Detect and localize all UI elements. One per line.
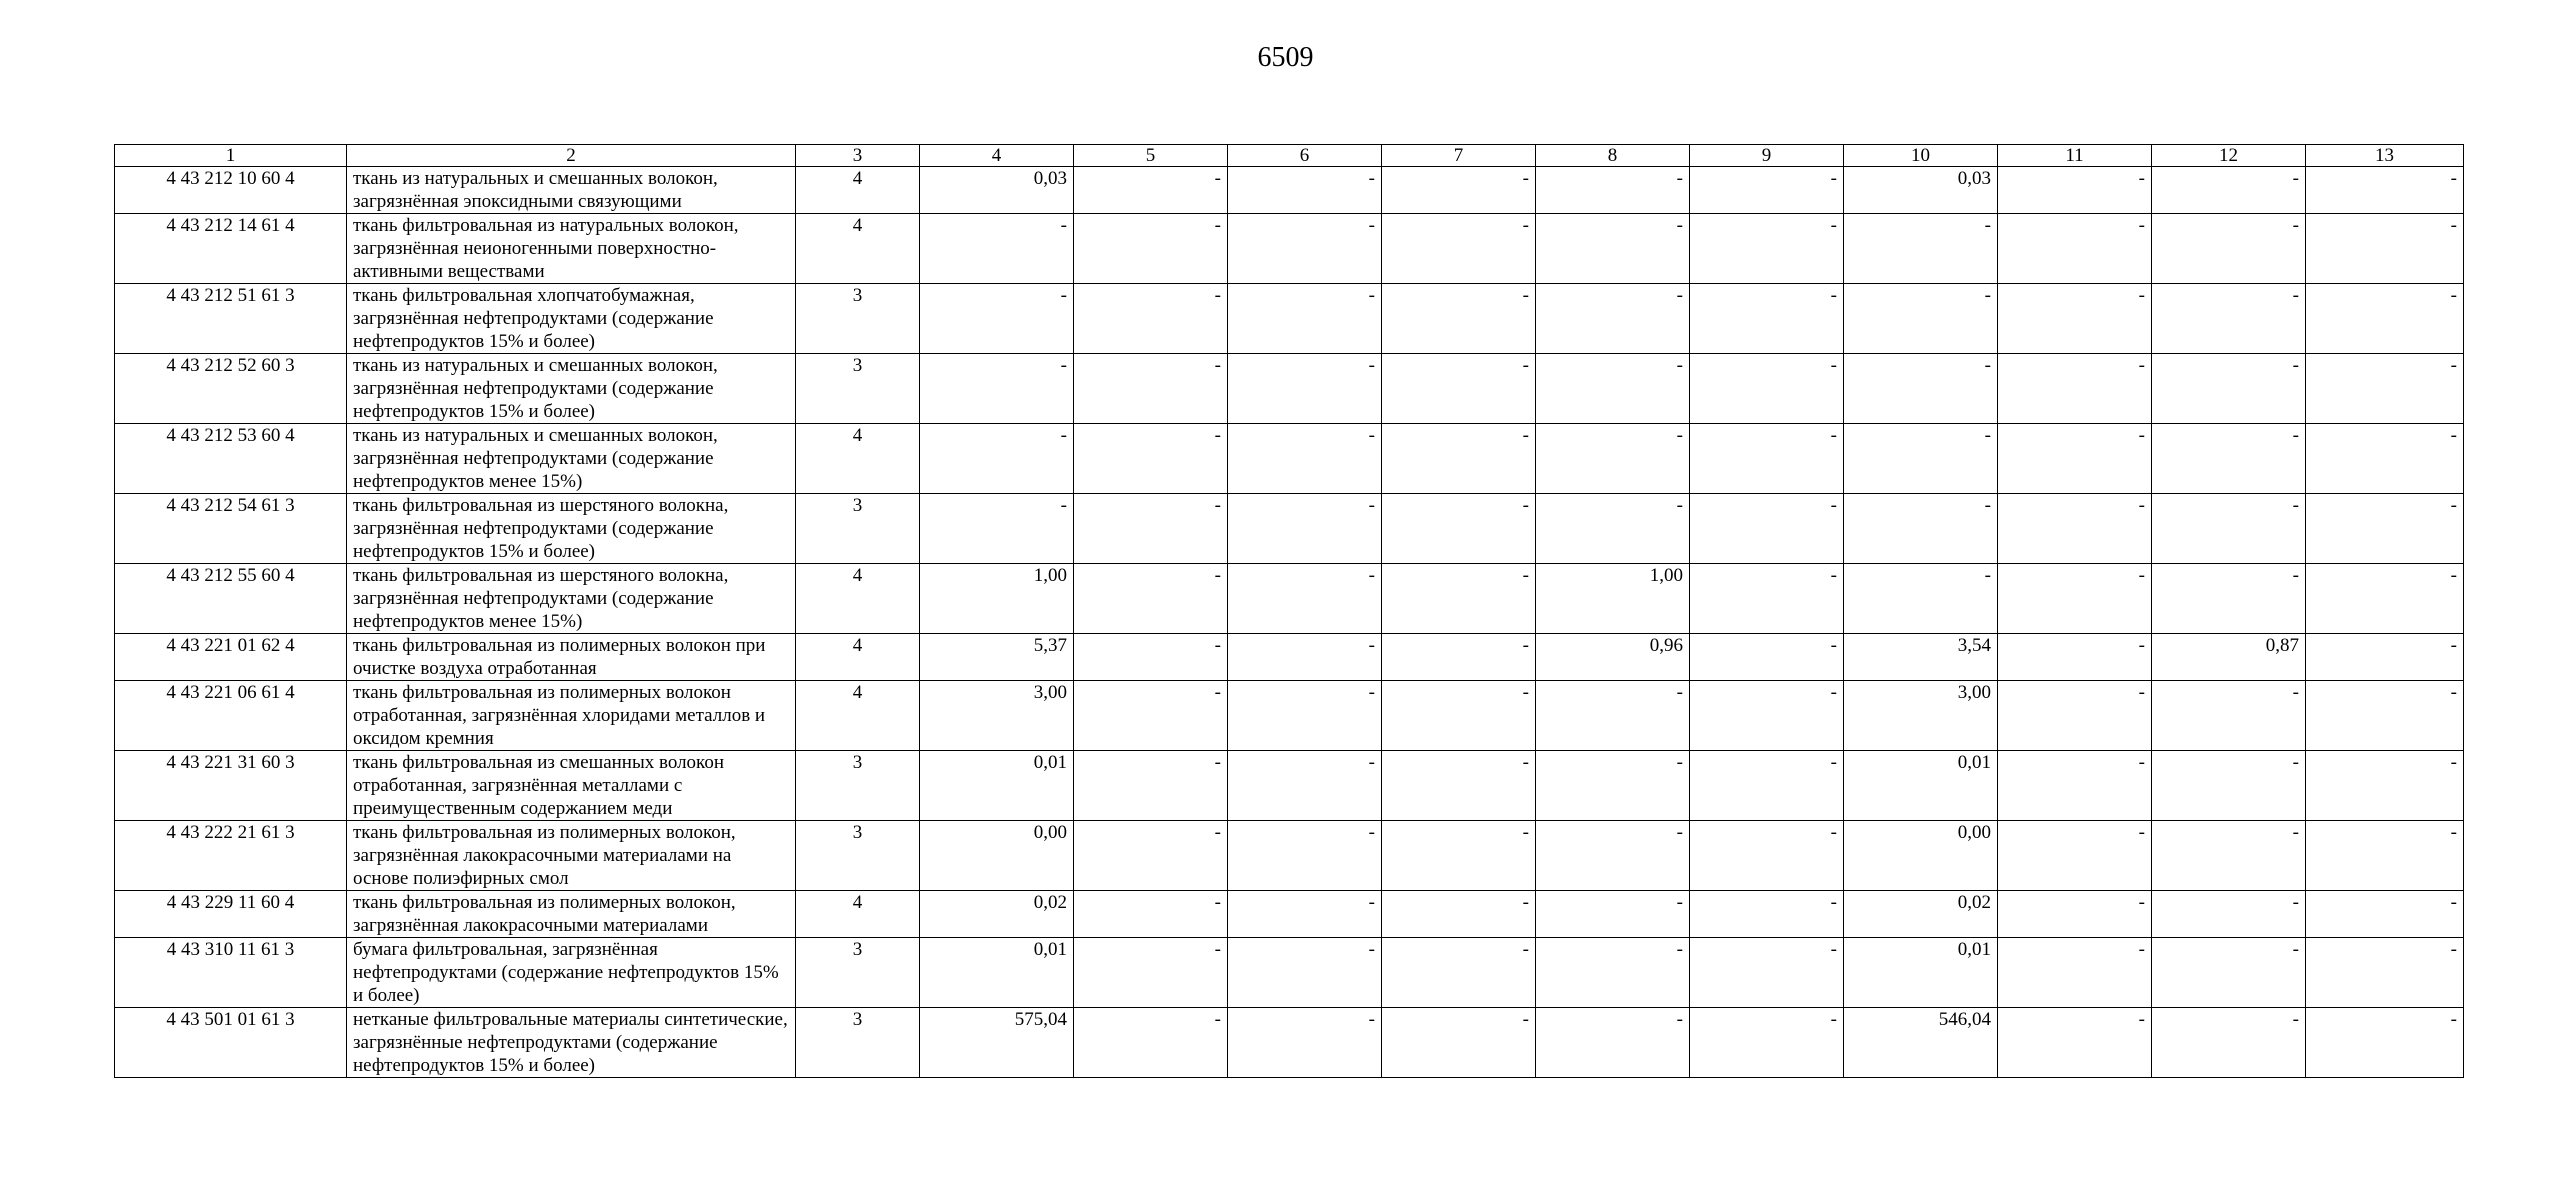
value-cell: 3,00 [920,681,1074,751]
value-cell: - [1228,354,1382,424]
value-cell: - [1228,1008,1382,1078]
value-cell: - [1382,821,1536,891]
hazard-class-cell: 3 [796,938,920,1008]
waste-code-cell: 4 43 212 52 60 3 [115,354,347,424]
value-cell: - [2306,284,2464,354]
value-cell: - [1228,938,1382,1008]
header-row [115,145,2464,167]
value-cell: - [1382,938,1536,1008]
value-cell: 0,03 [1844,167,1998,214]
waste-name-cell: ткань из натуральных и смешанных волокон, загрязнённая нефтепродуктами (содержание нефтепродуктов 15% и более) [347,354,796,424]
value-cell: - [1074,214,1228,284]
waste-name-cell: ткань фильтровальная из шерстяного волокна, загрязнённая нефтепродуктами (содержание нефтепродуктов 15% и более) [347,494,796,564]
value-cell: - [1074,354,1228,424]
value-cell: - [1536,167,1690,214]
value-cell: - [1228,494,1382,564]
hazard-class-cell: 4 [796,424,920,494]
waste-name-cell: ткань фильтровальная из полимерных волокон при очистке воздуха отработанная [347,634,796,681]
value-cell: - [1844,214,1998,284]
value-cell: - [2306,751,2464,821]
value-cell: 0,01 [1844,751,1998,821]
value-cell: - [1536,938,1690,1008]
value-cell: - [1382,214,1536,284]
value-cell: - [2152,167,2306,214]
column-header: 9 [1690,145,1844,167]
value-cell: - [1228,167,1382,214]
table-row [115,821,2464,891]
waste-code-cell: 4 43 212 14 61 4 [115,214,347,284]
column-header: 7 [1382,145,1536,167]
value-cell: - [1998,167,2152,214]
value-cell: - [1074,494,1228,564]
value-cell: - [1074,564,1228,634]
column-header: 6 [1228,145,1382,167]
value-cell: 0,00 [920,821,1074,891]
waste-code-cell: 4 43 212 55 60 4 [115,564,347,634]
value-cell: - [1536,284,1690,354]
value-cell: - [1536,494,1690,564]
value-cell: 0,02 [1844,891,1998,938]
value-cell: - [1690,354,1844,424]
table-row [115,354,2464,424]
value-cell: - [2152,891,2306,938]
value-cell: - [2306,938,2464,1008]
value-cell: - [920,214,1074,284]
value-cell: - [1536,1008,1690,1078]
value-cell: - [1690,938,1844,1008]
table-row [115,214,2464,284]
value-cell: - [1844,284,1998,354]
hazard-class-cell: 4 [796,634,920,681]
value-cell: 0,87 [2152,634,2306,681]
waste-name-cell: ткань из натуральных и смешанных волокон, загрязнённая эпоксидными связующими [347,167,796,214]
value-cell: - [1382,891,1536,938]
table-row [115,938,2464,1008]
table-row [115,634,2464,681]
waste-name-cell: ткань фильтровальная из шерстяного волокна, загрязнённая нефтепродуктами (содержание нефтепродуктов менее 15%) [347,564,796,634]
value-cell: - [2306,681,2464,751]
value-cell: 0,00 [1844,821,1998,891]
value-cell: - [2306,494,2464,564]
value-cell: 575,04 [920,1008,1074,1078]
column-header: 11 [1998,145,2152,167]
hazard-class-cell: 4 [796,564,920,634]
value-cell: - [1074,424,1228,494]
value-cell: - [1690,681,1844,751]
waste-name-cell: нетканые фильтровальные материалы синтетические, загрязнённые нефтепродуктами (содержание нефтепродуктов 15% и более) [347,1008,796,1078]
value-cell: - [2152,214,2306,284]
value-cell: - [1536,821,1690,891]
value-cell: - [2306,424,2464,494]
value-cell: 1,00 [1536,564,1690,634]
value-cell: - [2306,564,2464,634]
hazard-class-cell: 3 [796,494,920,564]
waste-code-cell: 4 43 212 53 60 4 [115,424,347,494]
value-cell: - [1536,681,1690,751]
value-cell: - [2306,354,2464,424]
value-cell: - [2152,821,2306,891]
value-cell: - [1536,424,1690,494]
waste-name-cell: ткань из натуральных и смешанных волокон, загрязнённая нефтепродуктами (содержание нефтепродуктов менее 15%) [347,424,796,494]
value-cell: - [1074,167,1228,214]
value-cell: - [1074,751,1228,821]
value-cell: - [1844,424,1998,494]
value-cell: 0,03 [920,167,1074,214]
value-cell: - [1844,494,1998,564]
waste-code-cell: 4 43 212 54 61 3 [115,494,347,564]
value-cell: - [1536,354,1690,424]
value-cell: - [1074,938,1228,1008]
table-body [115,167,2464,1078]
value-cell: - [1690,634,1844,681]
value-cell: 0,01 [920,751,1074,821]
table-row [115,751,2464,821]
hazard-class-cell: 3 [796,751,920,821]
value-cell: - [1690,564,1844,634]
value-cell: - [1998,821,2152,891]
value-cell: 0,01 [920,938,1074,1008]
hazard-class-cell: 4 [796,214,920,284]
waste-code-cell: 4 43 221 06 61 4 [115,681,347,751]
waste-name-cell: ткань фильтровальная из смешанных волокон отработанная, загрязнённая металлами с преимущественным содержанием меди [347,751,796,821]
value-cell: - [2152,354,2306,424]
value-cell: - [1690,821,1844,891]
value-cell: 0,96 [1536,634,1690,681]
value-cell: - [2152,564,2306,634]
value-cell: - [2152,681,2306,751]
value-cell: - [1998,751,2152,821]
value-cell: - [1998,564,2152,634]
waste-code-cell: 4 43 229 11 60 4 [115,891,347,938]
column-header: 3 [796,145,920,167]
value-cell: 3,00 [1844,681,1998,751]
value-cell: - [920,424,1074,494]
value-cell: - [1998,214,2152,284]
column-header: 8 [1536,145,1690,167]
waste-name-cell: ткань фильтровальная из полимерных волокон отработанная, загрязнённая хлоридами металлов и оксидом кремния [347,681,796,751]
column-header: 12 [2152,145,2306,167]
value-cell: - [1998,891,2152,938]
value-cell: - [1998,354,2152,424]
value-cell: - [2152,424,2306,494]
value-cell: 3,54 [1844,634,1998,681]
column-header: 1 [115,145,347,167]
waste-name-cell: бумага фильтровальная, загрязнённая нефтепродуктами (содержание нефтепродуктов 15% и более) [347,938,796,1008]
value-cell: - [1382,751,1536,821]
value-cell: - [2152,1008,2306,1078]
value-cell: - [1228,821,1382,891]
value-cell: - [1844,564,1998,634]
column-header: 2 [347,145,796,167]
value-cell: - [1074,681,1228,751]
column-header: 10 [1844,145,1998,167]
value-cell: - [1228,214,1382,284]
value-cell: 0,02 [920,891,1074,938]
value-cell: - [2152,751,2306,821]
value-cell: - [1536,751,1690,821]
value-cell: - [1382,354,1536,424]
value-cell: - [1382,494,1536,564]
page-number: 6509 [1257,42,1314,73]
value-cell: - [920,354,1074,424]
hazard-class-cell: 3 [796,1008,920,1078]
hazard-class-cell: 4 [796,167,920,214]
value-cell: - [2152,938,2306,1008]
value-cell: - [1690,1008,1844,1078]
value-cell: - [1690,751,1844,821]
value-cell: 546,04 [1844,1008,1998,1078]
table-row [115,564,2464,634]
value-cell: - [1998,494,2152,564]
waste-name-cell: ткань фильтровальная хлопчатобумажная, загрязнённая нефтепродуктами (содержание нефтепродуктов 15% и более) [347,284,796,354]
value-cell: - [1536,214,1690,284]
value-cell: - [1998,424,2152,494]
value-cell: - [2306,214,2464,284]
value-cell: - [1690,494,1844,564]
value-cell: - [1074,284,1228,354]
value-cell: - [1690,284,1844,354]
value-cell: - [920,284,1074,354]
value-cell: - [1998,284,2152,354]
value-cell: - [1228,891,1382,938]
value-cell: - [2306,891,2464,938]
value-cell: - [1998,938,2152,1008]
value-cell: - [1690,214,1844,284]
value-cell: 0,01 [1844,938,1998,1008]
value-cell: - [1690,891,1844,938]
table-header [115,145,2464,167]
waste-data-table [114,144,2464,1078]
value-cell: - [1074,821,1228,891]
value-cell: - [920,494,1074,564]
table-row [115,424,2464,494]
value-cell: - [1228,681,1382,751]
value-cell: - [1382,1008,1536,1078]
value-cell: - [1382,424,1536,494]
value-cell: - [2306,634,2464,681]
value-cell: - [1536,891,1690,938]
value-cell: - [1074,891,1228,938]
column-header: 5 [1074,145,1228,167]
value-cell: - [1690,424,1844,494]
table-row [115,494,2464,564]
table-row [115,284,2464,354]
hazard-class-cell: 3 [796,354,920,424]
value-cell: - [1382,681,1536,751]
hazard-class-cell: 3 [796,284,920,354]
table-row [115,1008,2464,1078]
value-cell: - [2306,1008,2464,1078]
value-cell: 5,37 [920,634,1074,681]
waste-code-cell: 4 43 221 01 62 4 [115,634,347,681]
hazard-class-cell: 4 [796,891,920,938]
value-cell: - [1998,634,2152,681]
table-row [115,167,2464,214]
value-cell: - [1228,424,1382,494]
value-cell: 1,00 [920,564,1074,634]
value-cell: - [1228,284,1382,354]
waste-code-cell: 4 43 222 21 61 3 [115,821,347,891]
column-header: 4 [920,145,1074,167]
hazard-class-cell: 3 [796,821,920,891]
waste-code-cell: 4 43 212 10 60 4 [115,167,347,214]
value-cell: - [1228,564,1382,634]
waste-code-cell: 4 43 501 01 61 3 [115,1008,347,1078]
value-cell: - [2306,167,2464,214]
waste-name-cell: ткань фильтровальная из полимерных волокон, загрязнённая лакокрасочными материалами [347,891,796,938]
value-cell: - [1382,284,1536,354]
value-cell: - [1228,751,1382,821]
value-cell: - [1690,167,1844,214]
column-header: 13 [2306,145,2464,167]
value-cell: - [1228,634,1382,681]
waste-code-cell: 4 43 221 31 60 3 [115,751,347,821]
waste-code-cell: 4 43 310 11 61 3 [115,938,347,1008]
value-cell: - [2152,284,2306,354]
hazard-class-cell: 4 [796,681,920,751]
waste-code-cell: 4 43 212 51 61 3 [115,284,347,354]
value-cell: - [2152,494,2306,564]
table-row [115,681,2464,751]
value-cell: - [1074,1008,1228,1078]
value-cell: - [1998,681,2152,751]
value-cell: - [1998,1008,2152,1078]
value-cell: - [2306,821,2464,891]
value-cell: - [1074,634,1228,681]
waste-name-cell: ткань фильтровальная из полимерных волокон, загрязнённая лакокрасочными материалами на основе полиэфирных смол [347,821,796,891]
value-cell: - [1382,167,1536,214]
waste-name-cell: ткань фильтровальная из натуральных волокон, загрязнённая неионогенными поверхностно-активными веществами [347,214,796,284]
table-row [115,891,2464,938]
value-cell: - [1844,354,1998,424]
value-cell: - [1382,634,1536,681]
value-cell: - [1382,564,1536,634]
